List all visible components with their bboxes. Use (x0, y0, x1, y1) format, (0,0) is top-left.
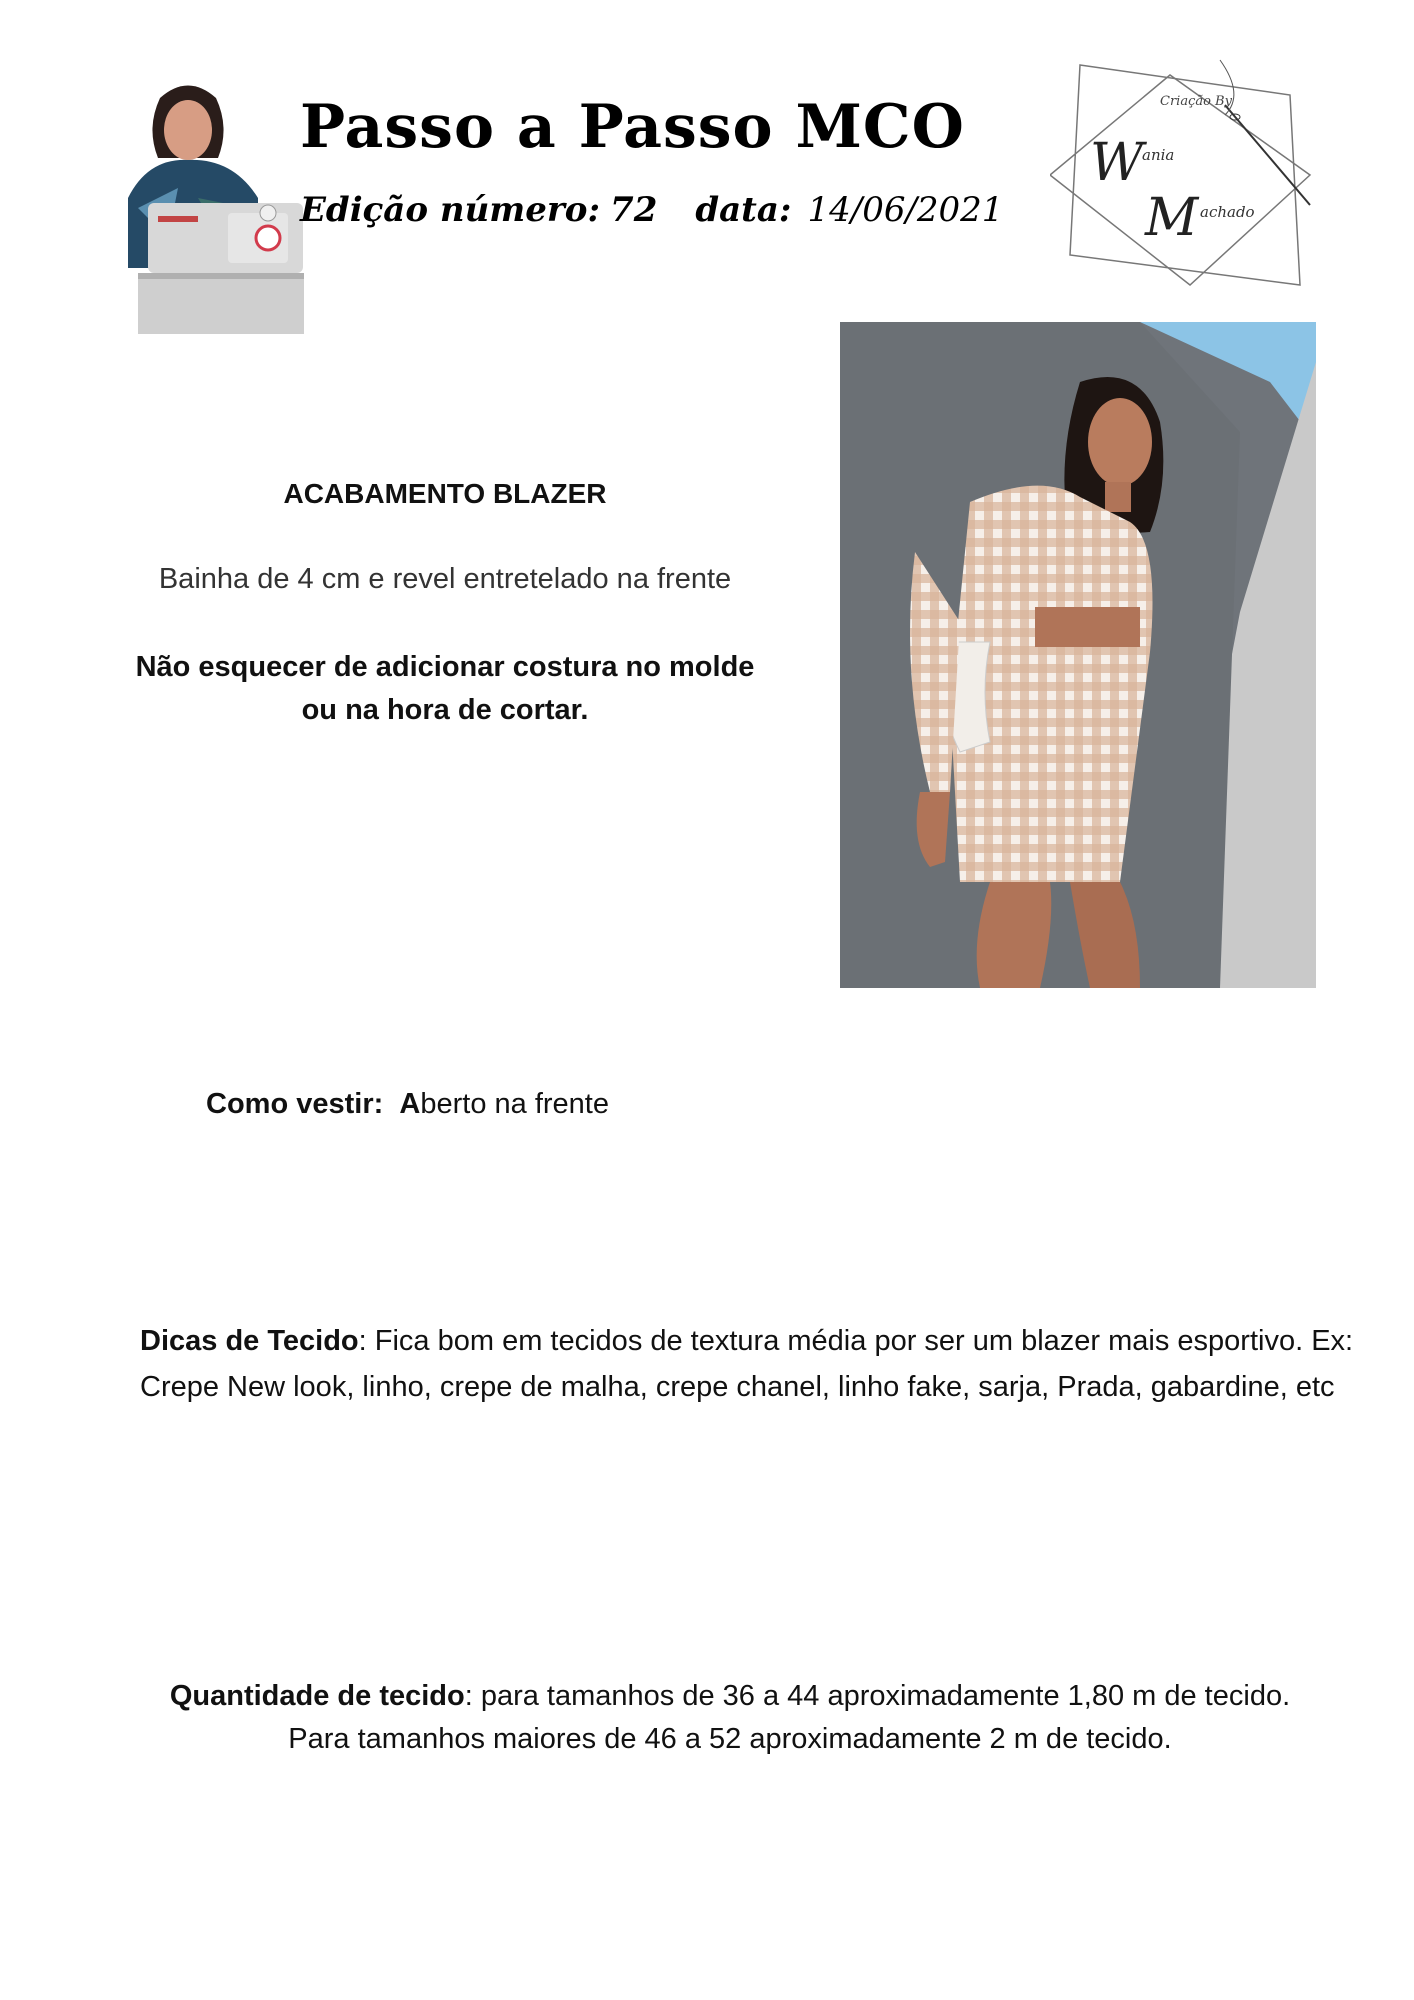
note-line-1: Não esquecer de adicionar costura no molde (135, 651, 755, 683)
important-note (95, 646, 795, 732)
svg-text:achado: achado (1200, 203, 1255, 221)
fabric-quantity-line-2: Para tamanhos maiores de 46 a 52 aproximadamente 2 m de tecido. (288, 1723, 1172, 1755)
subtitle: Bainha de 4 cm e revel entretelado na frente (158, 563, 732, 595)
svg-text:M: M (1145, 188, 1199, 248)
fabric-quantity-text-1: : para tamanhos de 36 a 44 aproximadamente 1,80 m de tecido. (464, 1680, 1291, 1712)
how-to-wear-first-letter: A (399, 1088, 421, 1120)
how-to-wear (206, 1088, 609, 1121)
brand-logo (1050, 55, 1320, 295)
how-to-wear-value: berto na frente (420, 1088, 609, 1120)
edition-label: Edição número: (300, 190, 601, 230)
document-title: Passo a Passo MCO (300, 92, 965, 162)
fabric-tips (140, 1318, 1360, 1410)
svg-text:ania: ania (1142, 146, 1175, 164)
model-photo (840, 322, 1316, 988)
svg-text:W: W (1090, 133, 1144, 193)
fabric-tips-text: : Fica bom em tecidos de textura média por ser um blazer mais esportivo. Ex: Crepe New look, linho, crepe de malha, crepe chanel, linho fake, sarja, Prada, gabardine, etc (140, 1325, 1354, 1403)
fabric-tips-label: Dicas de Tecido (140, 1325, 359, 1357)
date-value: 14/06/2021 (807, 190, 1004, 230)
note-line-2: ou na hora de cortar. (301, 694, 589, 726)
fabric-quantity (100, 1675, 1360, 1761)
edition-number: 72 (610, 190, 658, 230)
edition-info (300, 190, 1003, 230)
how-to-wear-label: Como vestir: (206, 1088, 384, 1120)
logo-top-text: Criação By (1160, 94, 1232, 109)
section-title: ACABAMENTO BLAZER (283, 478, 607, 509)
fabric-quantity-line-1 (100, 1675, 1360, 1718)
date-label: data: (695, 190, 792, 230)
fabric-quantity-label: Quantidade de tecido (169, 1680, 465, 1712)
author-photo (118, 78, 304, 334)
